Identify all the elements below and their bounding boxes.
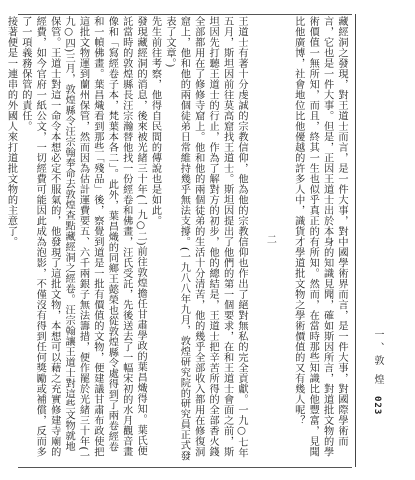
paragraph-4: 發現藏經洞的消息，後來被光緒三十年(一九○二)前往敦煌擔任甘肅學政的葉昌熾得知。葉氏便託當時的敦煌縣長汪宗瀚替他找一份經卷和佛畫，汪氏受託，先後送去了一幅宋初的水月觀音畫像和「寫經卷子本，梵葉本各二」。此外，葉昌熾的同鄉王懿榮也從敦煌縣令處得到了兩卷經卷和一幀佛畫。葉昌熾看到那些「殘品」後，察覺到道是一批有價值的文物，便建議甘肅布政使把這批文物運到蘭州保管，然而因為估計運費要五、六千兩銀子無法籌措，便作罷於光緒三十年(一九○四)三月，敦煌縣令汪宗翰奉命去敦煌查點藏經洞之經卷。汪宗翰讓王道士對這些文物就地保管。王道士對這一命令本想必定不服氣的，他發現了這批文物，本想可以藉之充實修建寺廟的經費，如今官府一紙公文，一切經費可能因此成為泡影，不僅沒有得到任何獎勵或補償，反而多了一項義務保管的責任。 xyxy=(19,16,147,462)
bottom-rule xyxy=(18,467,352,468)
body-text xyxy=(5,16,348,462)
chapter-title: 一、敦 煌 xyxy=(372,329,383,388)
paragraph-3: 先生前往考察，他得自民間的傳說也是如此。 xyxy=(149,16,161,226)
top-rule xyxy=(18,14,352,15)
paragraph-5: 接著便是一連串的外國人來打道批文物的主意了。 xyxy=(5,16,17,247)
paragraph-2: 王道士有著十分虔誠的宗教信仰，他為他的宗教信仰也作出了絕對無私的完全貢獻。一九○七年五月，斯坦因前往莫高窟找王道士。斯坦因提出了他們的第一個要求，在和王道士會面之前，斯坦因先打聽王道士的行止，作為了解對方的初步，他的總結是，王道士把辛苦所得的全部香火錢全部都用在了修修寺窟上。他和他的兩個徒弟的生活十分清苦，他的幾乎全部收入都用在修復洞窟上，他和他的兩個徒弟日常維持幾乎無法支撐。(一九八八年九月，敦煌研究院的研究員正式發表了文章。) xyxy=(163,16,247,462)
margin-sidebar xyxy=(355,14,404,467)
paragraph-1: 藏經洞之發現，對王道士而言，是一件大事，對中國學術界而言，是一件大事，對國際學術而言，它也是一件大事。但是，正因王道士出於本身的知識見聞，確如斯因所言，對道批文物的學術價值一無所知，而且，終其一生也似乎真正的有所知。然而，在當時那些知識比他豐富，見聞比他廣博，社會地位比他優越的許多人中，識貨才學道批文物之學術價值的又有幾人呢？ xyxy=(292,16,347,457)
section-heading: 二 xyxy=(264,233,276,245)
page-number: 023 xyxy=(372,396,382,416)
